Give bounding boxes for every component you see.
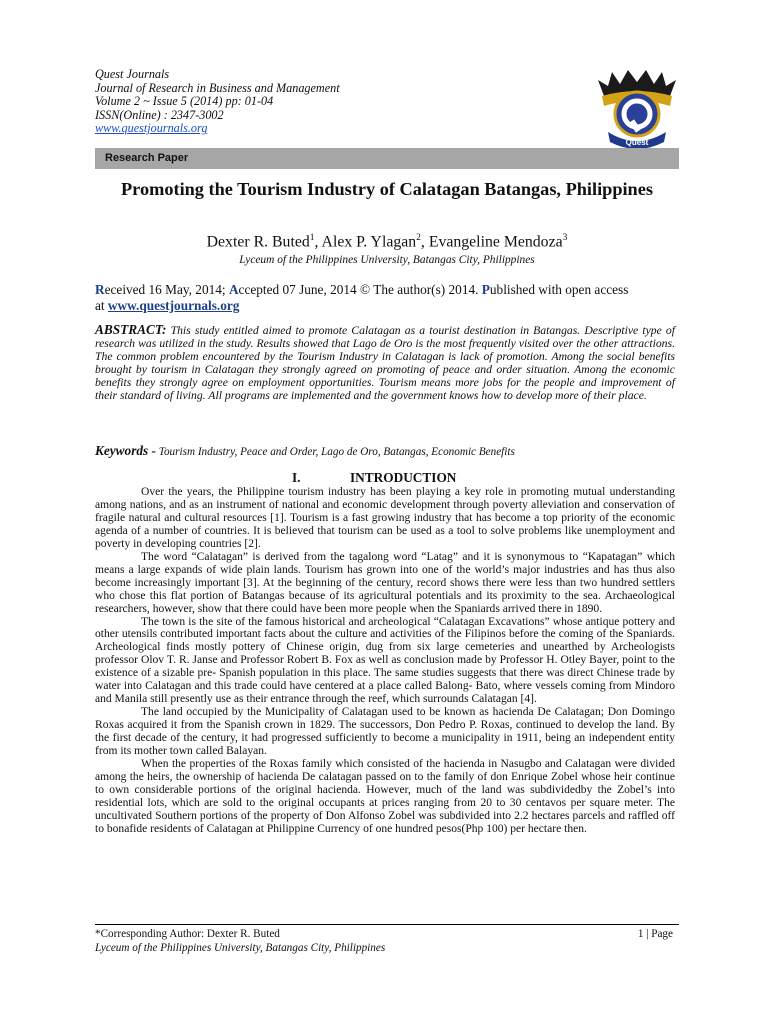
journal-url-link[interactable]: www.questjournals.org: [95, 121, 208, 136]
quest-logo-icon: [594, 66, 680, 150]
paper-type-bar: [95, 148, 679, 169]
author-name: Dexter R. Buted: [206, 233, 310, 251]
paragraph: When the properties of the Roxas family which consisted of the hacienda in Nasugbo and Calatagan were divided among the heirs, the ownership of hacienda De calatagan passed on to the family of don Enrique Zobel whose heir continue to own considerable portions of the original hacienda. However, much of the land was subdividedby the Zobel’s into residential lots, which are sold to the original occupants at prices ranging from 20 to 30 centavos per square meter. The uncultivated Southern portions of the property of Don Alfonso Zobel was subdivided into 2.2 hectares parcels and raffled off to bonafide residents of Calatagan at Philippine Currency of one hundred pesos(Php 100) per hectare then.: [95, 758, 675, 835]
section-number: I.: [292, 470, 301, 485]
paragraph: The word “Calatagan” is derived from the tagalong word “Latag” and it is synonymous to “Kapatagan” which means a large expands of wide plain lands. Tourism has grown into one of the world’s major industries and has thus also become increasingly important [3]. At the beginning of the century, record shows there were less than two hundred settlers who chose this flat portion of Batangas because of its agricultural potentials and its proximity to the sea. Archaeological researchers, however, show that there could have been more people when the Spaniards arrived there in 1890.: [95, 550, 675, 615]
author-name: Evangeline Mendoza: [428, 233, 563, 251]
footer-affiliation: Lyceum of the Philippines University, Batangas City, Philippines: [95, 941, 386, 954]
page-number: 1 | Page: [637, 928, 673, 940]
page-footer: [95, 928, 679, 955]
body-text: [95, 486, 675, 836]
journal-title: Journal of Research in Business and Management: [95, 80, 340, 95]
footer-rule: [95, 924, 679, 925]
keywords: [95, 443, 685, 459]
paragraph: The land occupied by the Municipality of Calatagan used to be known as hacienda De Calatagan; Don Domingo Roxas acquired it from the Spanish crown in 1829. The successors, Don Pedro P. Roxas, continued to develop the land. By the first decade of the century, it had progressed sufficiently to become a municipality in 1911, being an independent entity from its mother town called Balayan.: [95, 706, 675, 758]
corresponding-author: *Corresponding Author: Dexter R. Buted: [95, 928, 280, 940]
author-affil-sup: 3: [562, 233, 568, 243]
keywords-label: Keywords -: [95, 443, 156, 458]
author-affiliation: Lyceum of the Philippines University, Batangas City, Philippines: [239, 254, 535, 266]
received-line: Received 16 May, 2014; Accepted 07 June, 2014 © The author(s) 2014. Published with open access at www.questjournals.org: [95, 282, 629, 313]
keywords-text: Tourism Industry, Peace and Order, Lago de Oro, Batangas, Economic Benefits: [158, 446, 515, 458]
abstract-label: ABSTRACT:: [95, 322, 167, 337]
journal-issn: ISSN(Online) : 2347-3002: [95, 107, 224, 122]
author-list: Dexter R. Buted$^1$, Alex P. Ylagan$^2$, Evangeline Mendoza$^3$: [206, 233, 568, 251]
author-name: Alex P. Ylagan: [321, 233, 417, 251]
author-affil-sup: 1: [309, 233, 315, 243]
journal-volume: Volume 2 ~ Issue 5 (2014) pp: 01-04: [95, 94, 274, 109]
logo-text: Quest: [625, 138, 649, 147]
journal-name: Quest Journals: [95, 67, 170, 81]
journal-website-link[interactable]: www.questjournals.org: [107, 298, 240, 313]
paper-type-label: Research Paper: [105, 152, 189, 164]
paragraph: Over the years, the Philippine tourism industry has been playing a key role in promoting mutual understanding among nations, and as an instrument of national and economic development through poverty alleviation and conservation of fragile natural and cultural resources [1]. Tourism is a fast growing industry that has become a top priority of the economic agenda of a number of countries. It is believed that tourism can be used as a tool to solve problems like unemployment and poverty in developing countries [2].: [95, 486, 675, 550]
paragraph: The town is the site of the famous historical and archeological “Calatagan Excavations” whose antique pottery and other utensils contributed important facts about the culture and activities of the Filipinos before the coming of the Spaniards. Archeological finds mostly pottery of Chinese origin, dug from six large cemeteries and unearthed by Archeologists professor Olov T. R. Janse and Professor Robert B. Fox as well as conclusion made by Professor H. Otley Bayer, point to the existence of a sizable pre- Spanish population in this place. The same studies suggests that there was direct Chinese trade by water into Calatagan and this trade could have centered at a place called Balong- Bato, where vessels coming from Mindoro and Manila still presently use as their entrance through the reef, which surrounds Calatagan [4].: [95, 615, 675, 706]
abstract: [95, 324, 675, 402]
abstract-text: This study entitled aimed to promote Calatagan as a tourist destination in Batangas. Descriptive type of research was utilized in the study. Results showed that Lago de Oro is the most frequently visited over the other attractions. The common problem encountered by the Tourism Industry in Calatagan is lack of promotion. Among the social benefits brought by tourism in Calatagan they strongly agreed on promoting of peace and order situation. Among the economic benefits they strongly agree on employment opportunities. Tourism means more jobs for the people and improvement of their standard of living. All programs are implemented and the government knows how to develop more of their place.: [95, 324, 676, 402]
paper-title: Promoting the Tourism Industry of Calatagan Batangas, Philippines: [121, 179, 653, 199]
journal-header: [95, 68, 340, 136]
author-affil-sup: 2: [416, 233, 421, 243]
section-title: INTRODUCTION: [350, 470, 457, 485]
